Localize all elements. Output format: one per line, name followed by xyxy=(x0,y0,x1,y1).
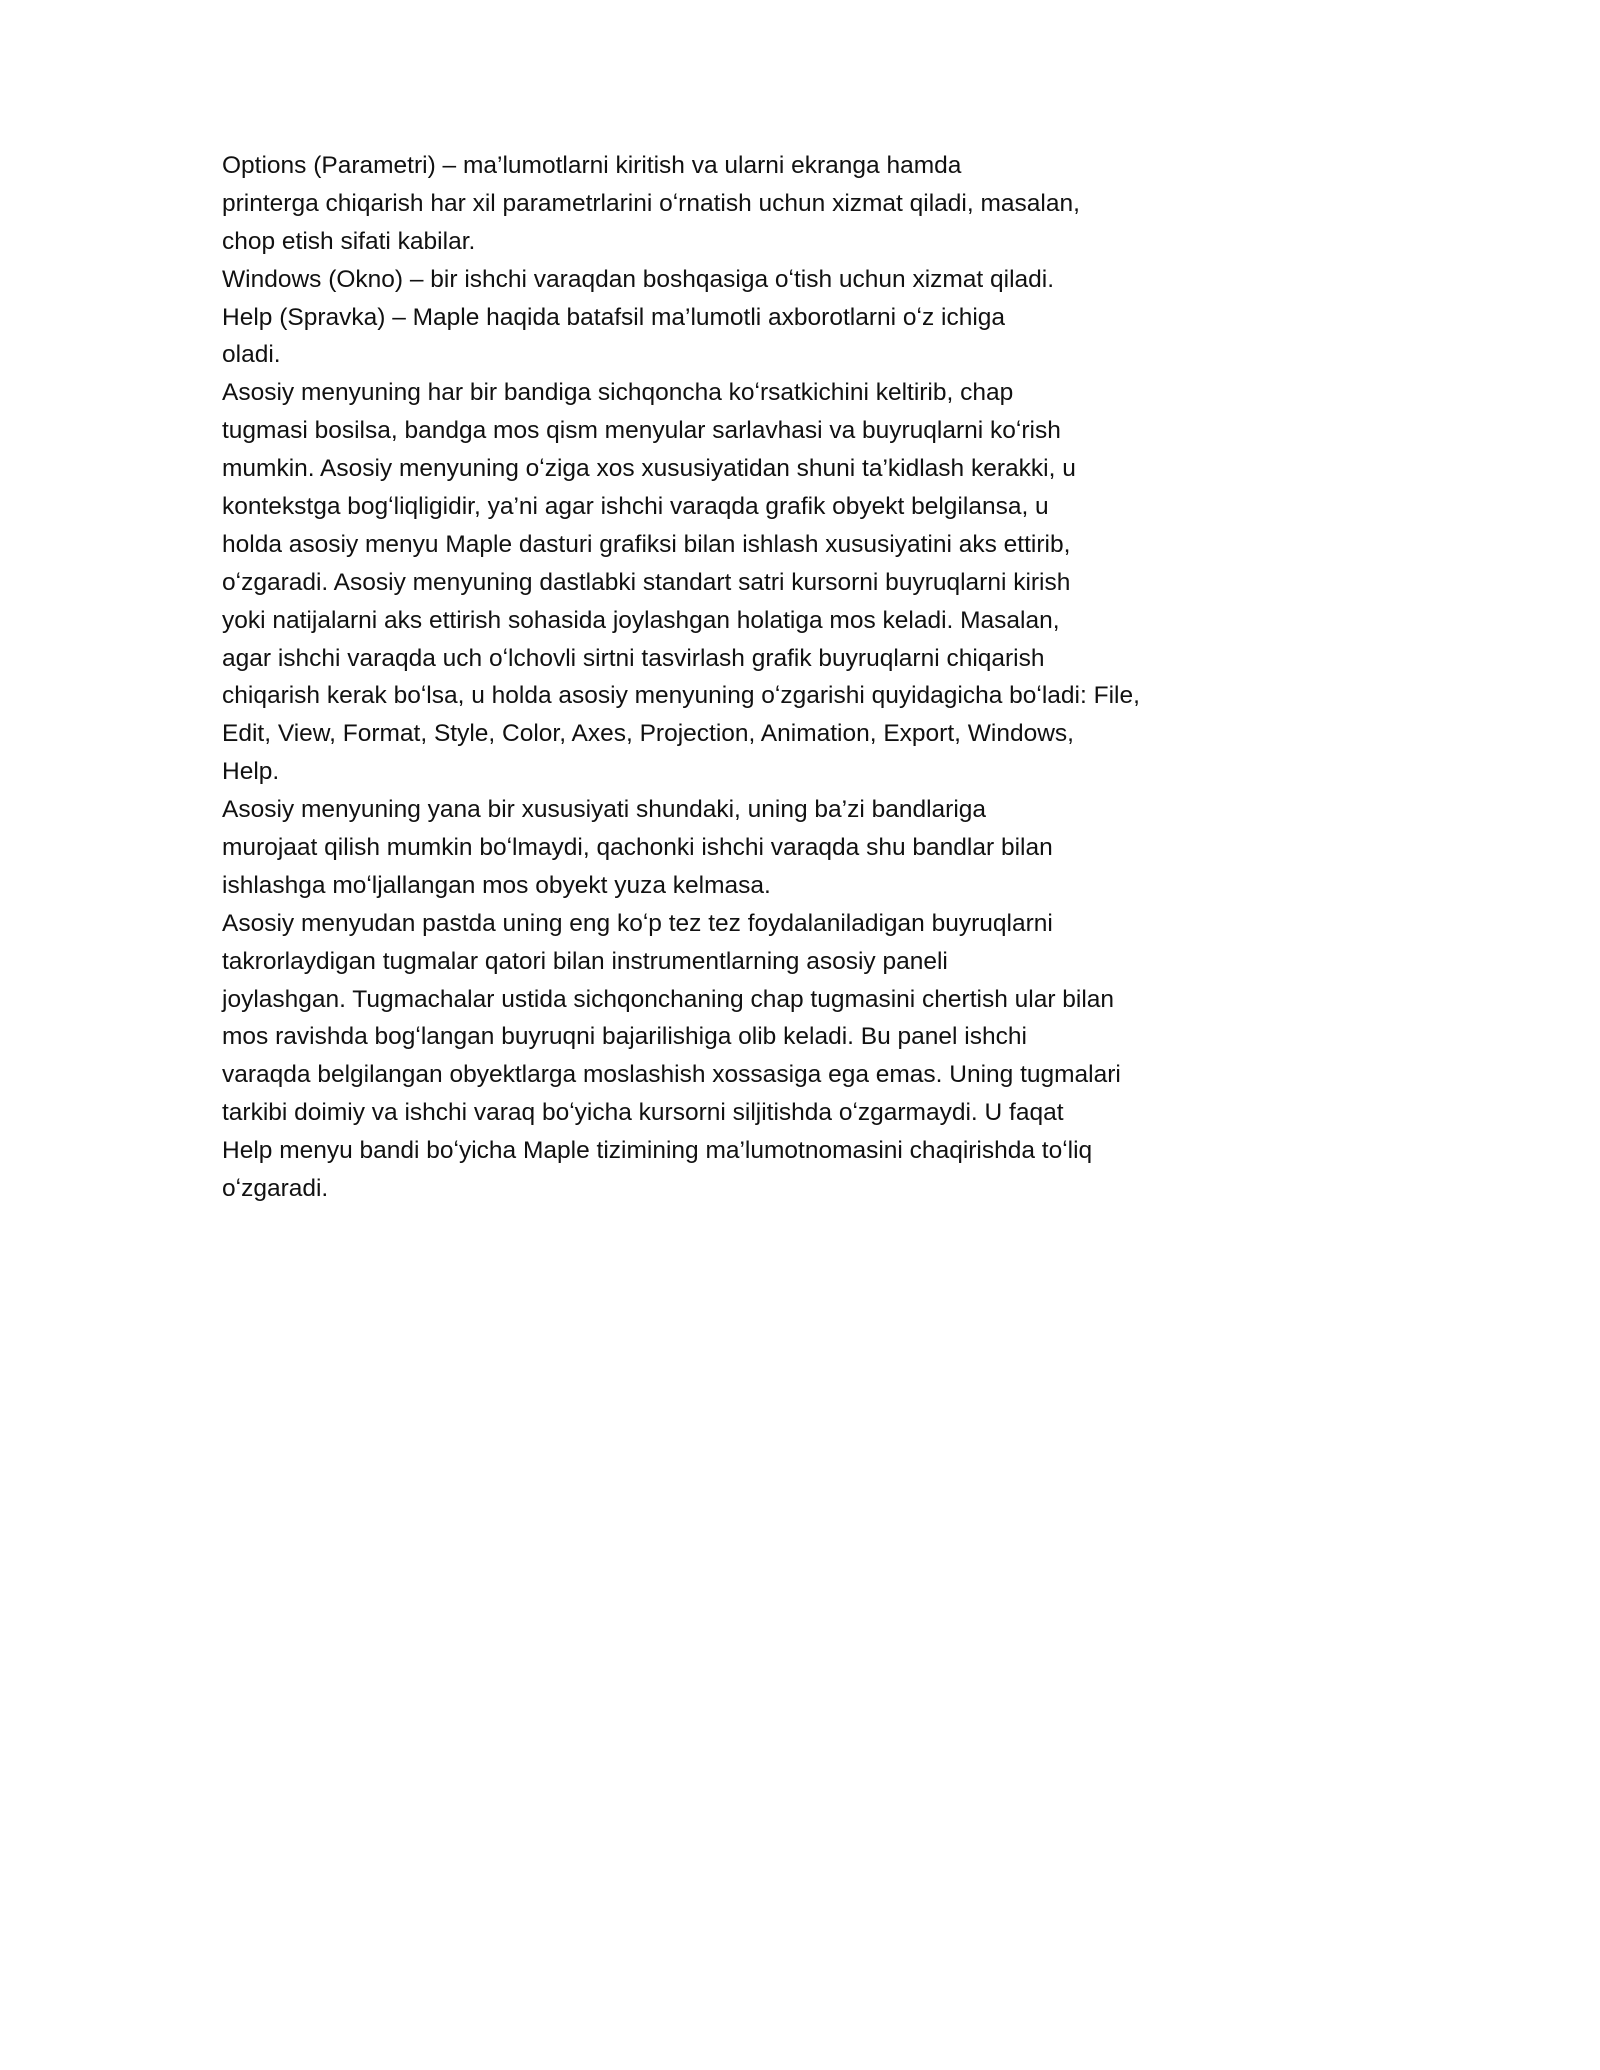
text-line-26: tarkibi doimiy va ishchi varaq boʻyicha kursorni siljitishda oʻzgarmaydi. U faqat xyxy=(222,1099,1064,1127)
text-line-4: Windows (Okno) – bir ishchi varaqdan boshqasiga oʻtish uchun xizmat qiladi. xyxy=(222,265,1055,293)
text-line-15: chiqarish kerak boʻlsa, u holda asosiy menyuning oʻzgarishi quyidagicha boʻladi: File, xyxy=(222,682,1140,710)
text-line-14: agar ishchi varaqda uch oʻlchovli sirtni tasvirlash grafik buyruqlarni chiqarish xyxy=(222,644,1045,672)
text-line-13: yoki natijalarni aks ettirish sohasida joylashgan holatiga mos keladi. Masalan, xyxy=(222,606,1060,634)
text-line-22: takrorlaydigan tugmalar qatori bilan instrumentlarning asosiy paneli xyxy=(222,947,948,975)
text-line-3: chop etish sifati kabilar. xyxy=(222,227,476,255)
text-line-10: kontekstga bogʻliqligidir, ya’ni agar ishchi varaqda grafik obyekt belgilansa, u xyxy=(222,493,1049,521)
text-line-9: mumkin. Asosiy menyuning oʻziga xos xususiyatidan shuni ta’kidlash kerakki, u xyxy=(222,455,1076,483)
text-line-18: Asosiy menyuning yana bir xususiyati shundaki, uning ba’zi bandlariga xyxy=(222,796,987,824)
text-line-6: oladi. xyxy=(222,341,281,369)
text-line-16: Edit, View, Format, Style, Color, Axes, Projection, Animation, Export, Windows, xyxy=(222,720,1074,748)
text-line-23: joylashgan. Tugmachalar ustida sichqonchaning chap tugmasini chertish ular bilan xyxy=(222,985,1115,1013)
text-line-8: tugmasi bosilsa, bandga mos qism menyular sarlavhasi va buyruqlarni koʻrish xyxy=(222,417,1061,445)
text-line-21: Asosiy menyudan pastda uning eng koʻp tez tez foydalaniladigan buyruqlarni xyxy=(222,909,1053,937)
text-line-17: Help. xyxy=(222,758,280,786)
text-line-5: Help (Spravka) – Maple haqida batafsil ma’lumotli axborotlarni oʻz ichiga xyxy=(222,303,1006,331)
text-line-27: Help menyu bandi boʻyicha Maple tizimining ma’lumotnomasini chaqirishda toʻliq xyxy=(222,1137,1093,1165)
text-line-19: murojaat qilish mumkin boʻlmaydi, qachonki ishchi varaqda shu bandlar bilan xyxy=(222,834,1053,862)
text-line-24: mos ravishda bogʻlangan buyruqni bajarilishiga olib keladi. Bu panel ishchi xyxy=(222,1023,1027,1051)
text-line-1: Options (Parametri) – ma’lumotlarni kiritish va ularni ekranga hamda xyxy=(222,152,962,179)
text-line-28: oʻzgaradi. xyxy=(222,1175,329,1203)
text-line-25: varaqda belgilangan obyektlarga moslashish xossasiga ega emas. Uning tugmalari xyxy=(222,1061,1121,1089)
body-text xyxy=(222,147,1282,1208)
text-line-11: holda asosiy menyu Maple dasturi grafiksi bilan ishlash xususiyatini aks ettirib, xyxy=(222,530,1071,558)
text-line-20: ishlashga moʻljallangan mos obyekt yuza kelmasa. xyxy=(222,871,771,899)
text-line-12: oʻzgaradi. Asosiy menyuning dastlabki standart satri kursorni buyruqlarni kirish xyxy=(222,568,1071,596)
text-line-7: Asosiy menyuning har bir bandiga sichqoncha koʻrsatkichini keltirib, chap xyxy=(222,379,1014,407)
text-line-2: printerga chiqarish har xil parametrlarini oʻrnatish uchun xizmat qiladi, masalan, xyxy=(222,189,1080,217)
